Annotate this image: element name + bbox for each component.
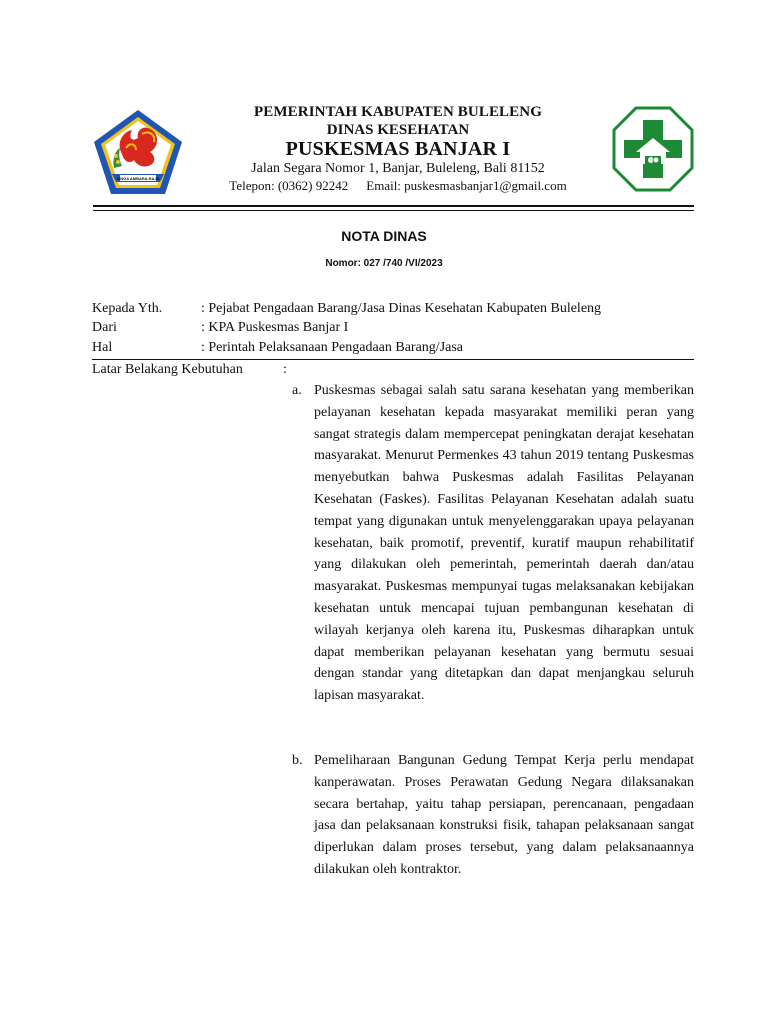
list-item-text: Puskesmas sebagai salah satu sarana kesehatan yang memberikan pelayanan kesehatan kepada masyarakat memiliki peran yang sangat strategis dalam mempercepat peningkatan derajat kesehatan masyarakat. Menurut Permenkes 43 tahun 2019 tentang Puskesmas menyebutkan bahwa Puskesmas adalah Fasilitas Pelayanan Kesehatan (Faskes). Fasilitas Pelayanan Kesehatan adalah suatu tempat yang digunakan untuk menyelenggarakan upaya pelayanan kesehatan, baik promotif, preventif, kuratif maupun rehabilitatif yang dilakukan oleh pemerintah, pemerintah daerah dan/atau masyarakat. Puskesmas mempunyai tugas melaksanakan kebijakan kesehatan untuk mencapai tujuan pembangunan kesehatan di wilayah kerjanya oleh karena itu, Puskesmas diharapkan untuk dapat memberikan pelayanan kesehatan yang bermutu sesuai dengan standar yang ditetapkan dan dapat menjangkau seluruh lapisan masyarakat. bbox=[314, 383, 694, 704]
letterhead-phone: Telepon: (0362) 92242 bbox=[229, 178, 349, 193]
list-item-text: Pemeliharaan Bangunan Gedung Tempat Kerja perlu mendapat kanperawatan. Proses Perawatan Gedung Negara dilaksanakan secara bertahap, yaitu tahap persiapan, perencanaan, pengadaan jasa dan pelaksanaan konstruksi fisik, tahapan pelaksanaan sangat diperlukan dalam proses tersebut, yang dalam pelaksanaannya dilakukan oleh kontraktor. bbox=[314, 753, 694, 877]
list-item bbox=[292, 380, 694, 707]
letterhead-divider-thin bbox=[93, 210, 694, 211]
list-item-marker: a. bbox=[292, 383, 302, 398]
letterhead-government: PEMERINTAH KABUPATEN BULELENG bbox=[254, 104, 542, 120]
list-item-marker: b. bbox=[292, 753, 303, 768]
letterhead-address: Jalan Segara Nomor 1, Banjar, Buleleng, Bali 81152 bbox=[251, 161, 545, 176]
meta-row-sender bbox=[92, 320, 694, 340]
meta-value: : Perintah Pelaksanaan Pengadaan Barang/Jasa bbox=[201, 340, 464, 355]
letterhead-contact bbox=[14, 178, 768, 194]
meta-divider bbox=[92, 359, 694, 360]
meta-key: Dari bbox=[92, 320, 117, 335]
letterhead-divider-thick bbox=[93, 205, 694, 207]
section-colon: : bbox=[283, 362, 287, 377]
document-title: NOTA DINAS bbox=[341, 228, 427, 244]
crest-motto: SINGA AMBARA RAJA bbox=[116, 176, 160, 181]
list-item bbox=[292, 750, 694, 881]
meta-key: Hal bbox=[92, 340, 113, 355]
letterhead-email: Email: puskesmasbanjar1@gmail.com bbox=[366, 178, 567, 193]
meta-row-recipient bbox=[92, 301, 694, 321]
meta-row-subject bbox=[92, 340, 694, 360]
meta-value: : KPA Puskesmas Banjar I bbox=[201, 320, 349, 335]
letterhead-institution: PUSKESMAS BANJAR I bbox=[285, 138, 511, 160]
document-number: Nomor: 027 /740 /VI/2023 bbox=[325, 258, 443, 269]
letterhead-department: DINAS KESEHATAN bbox=[326, 122, 470, 138]
meta-value: : Pejabat Pengadaan Barang/Jasa Dinas Kesehatan Kabupaten Buleleng bbox=[201, 301, 602, 316]
meta-key: Kepada Yth. bbox=[92, 301, 163, 316]
section-label: Latar Belakang Kebutuhan bbox=[92, 362, 243, 377]
